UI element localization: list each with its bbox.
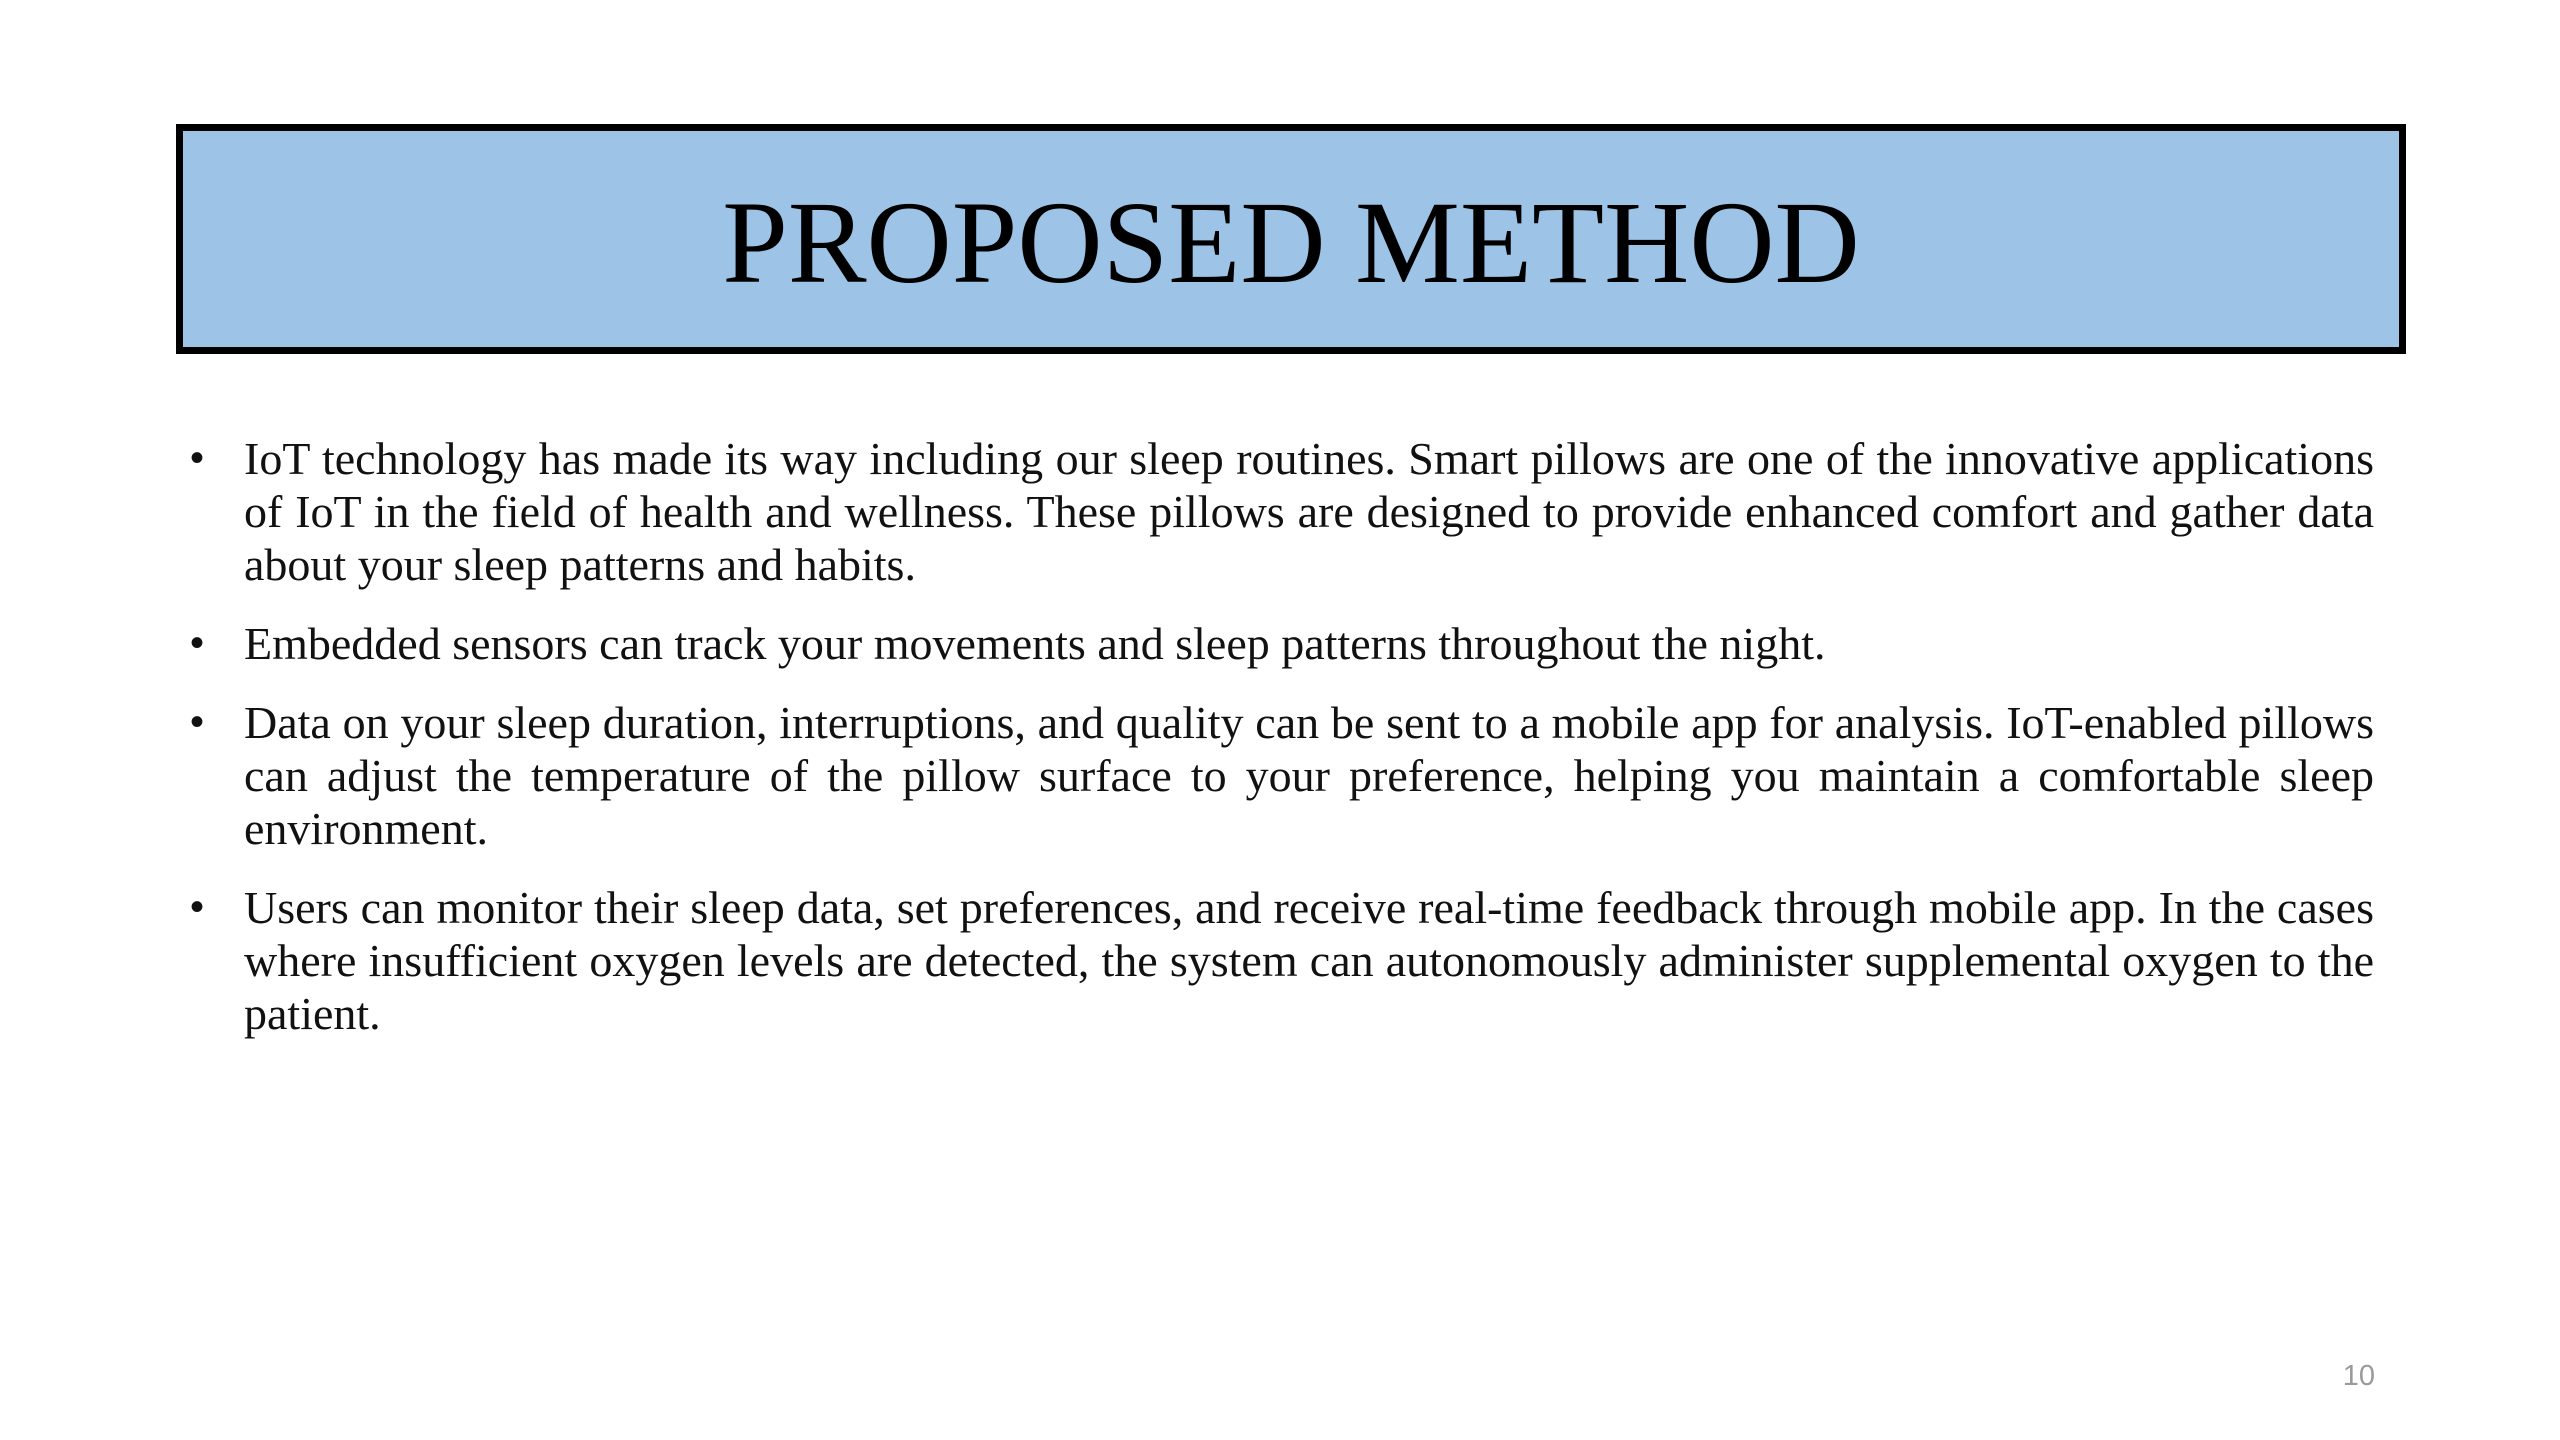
bullet-item	[190, 617, 2374, 670]
bullet-item	[190, 696, 2374, 855]
bullet-icon: •	[190, 436, 205, 480]
bullet-text: Embedded sensors can track your movements and sleep patterns throughout the night.	[244, 618, 1826, 669]
bullet-text: IoT technology has made its way including our sleep routines. Smart pillows are one of the innovative applications of IoT in the field of health and wellness. These pillows are designed to provide enhanced comfort and gather data about your sleep patterns and habits.	[244, 433, 2374, 590]
bullet-list	[190, 432, 2374, 1066]
bullet-icon: •	[190, 700, 205, 744]
bullet-icon: •	[190, 621, 205, 665]
bullet-item	[190, 881, 2374, 1040]
bullet-icon: •	[190, 885, 205, 929]
bullet-text: Data on your sleep duration, interruptions, and quality can be sent to a mobile app for analysis. IoT-enabled pillows can adjust the temperature of the pillow surface to your preference, helping you maintain a comfortable sleep environment.	[244, 697, 2374, 854]
bullet-text: Users can monitor their sleep data, set preferences, and receive real-time feedback through mobile app. In the cases where insufficient oxygen levels are detected, the system can autonomously administer supplemental oxygen to the patient.	[244, 882, 2374, 1039]
page-number: 10	[2342, 1360, 2375, 1392]
slide-title: PROPOSED METHOD	[722, 177, 1860, 308]
bullet-item	[190, 432, 2374, 591]
title-banner	[176, 124, 2406, 354]
